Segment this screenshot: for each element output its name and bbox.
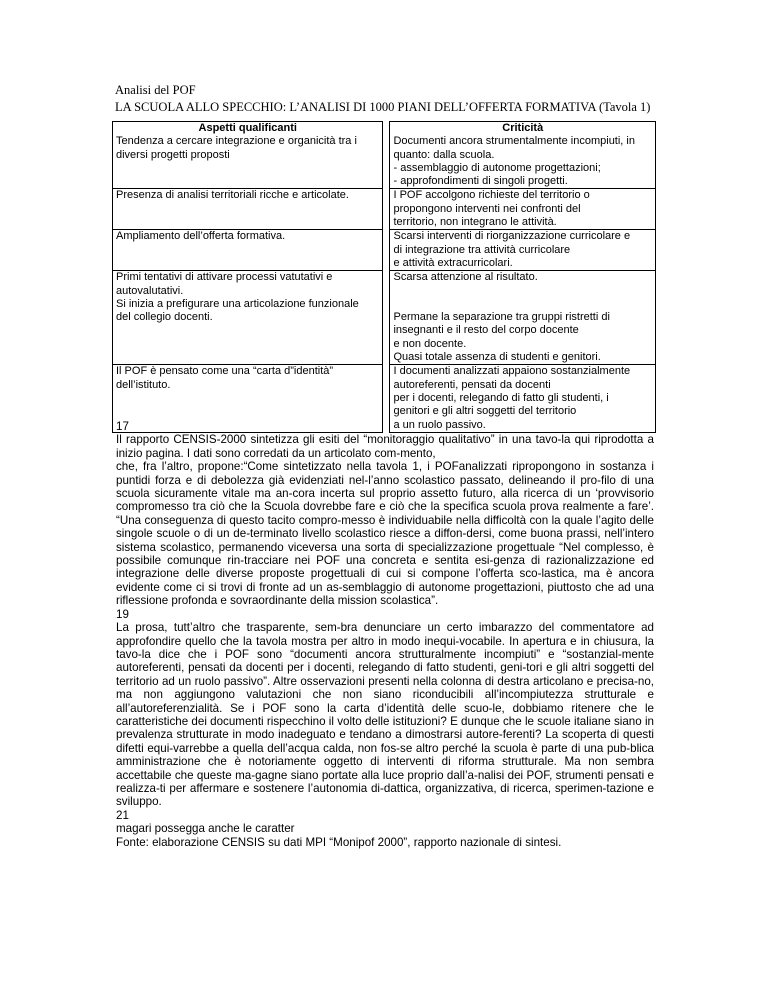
- source-note: Fonte: elaborazione CENSIS su dati MPI “Monipof 2000”, rapporto nazionale di sintesi.: [116, 835, 562, 849]
- page-number-21: 21: [116, 808, 129, 822]
- criticality-cell: Scarsa attenzione al risultato. Permane la separazione tra gruppi ristretti di insegnanti e il resto del corpo docente e non docente. Quasi totale assenza di studenti e genitori.: [389, 270, 656, 364]
- paragraph: che, fra l’altro, propone:“Come sintetizzato nella tavola 1, i POFanalizzati ripropongono in sostanza i puntidi forza e di debolezza già evidenziati nel-l’anno scolastico passato, delineando il pro-filo di una scuola sicuramente vitale ma an-cora incerta sul proprio assetto futuro, alla ricerca di un ‘provvisorio compromesso tra ciò che la Scuola dovrebbe fare e ciò che la specifica scuola prova realmente a fare’. “Una conseguenza di questo tacito compro-messo è individuabile nella difficoltà con la quale l’agito delle singole scuole o di un de-terminato livello scolastico riesce a diffon-dersi, come buona prassi, nell’intero sistema scolastico, permanendo viceversa una sorta di specializzazione progettuale “Nel complesso, è possibile comunque rin-tracciare nei POF una concreta e sentita esi-genza di razionalizzazione ed integrazione delle diverse proposte progettuali di cui si compone l’offerta sco-lastica, ma è ancora evidente come ci si trovi di fronte ad un as-semblaggio di autonome progettazioni, piuttosto che ad una riflessione profonda e sovraordinante della mission scolastica”.: [116, 460, 654, 608]
- strength-cell: Presenza di analisi territoriali ricche e articolate.: [112, 188, 383, 229]
- header-subtitle: Analisi del POF: [115, 83, 196, 97]
- paragraph: magari possegga anche le caratter: [116, 822, 295, 836]
- column-header-strengths: Aspetti qualificanti: [112, 121, 383, 135]
- table-title: LA SCUOLA ALLO SPECCHIO: L’ANALISI DI 1000 PIANI DELL’OFFERTA FORMATIVA (Tavola 1): [115, 100, 651, 114]
- table-row: [112, 135, 656, 188]
- strength-cell: Primi tentativi di attivare processi vatutativi e autovalutativi. Si inizia a prefigurare una articolazione funzionale del collegio docenti.: [112, 270, 383, 364]
- criticality-cell: Scarsi interventi di riorganizzazione curricolare e di integrazione tra attività curricolare e attività extracurricolari.: [389, 229, 656, 270]
- table-header-row: [112, 121, 656, 135]
- table-row: [112, 188, 656, 229]
- strength-cell: Tendenza a cercare integrazione e organicità tra i diversi progetti proposti: [112, 135, 383, 188]
- document-header: [115, 82, 675, 115]
- criticality-cell: I POF accolgono richieste del territorio o propongono interventi nei confronti del territorio, non integrano le attività.: [389, 188, 656, 229]
- body-text: [116, 420, 654, 849]
- table-row: [112, 229, 656, 270]
- page-number-17: 17: [116, 420, 129, 433]
- paragraph: La prosa, tutt’altro che trasparente, sem-bra denunciare un certo imbarazzo del commentatore ad approfondire quello che la tavola mostra per altro in modo inequi-vocabile. In apertura e in chiusura, la tavo-la dice che i POF sono “documenti ancora strutturalmente incompiuti” e “sostanzial-mente autoreferenti, pensati da docenti per i docenti, relegando di fatto studenti, geni-tori e gli altri soggetti del territorio ad un ruolo passivo”. Altre osservazioni presenti nella colonna di destra articolano e precisa-no, ma non aggiungono valutazioni che non siano riconducibili all’incompiutezza strutturale e all’autoreferenzialità. Se i POF sono la carta d’identità delle scuo-le, dobbiamo ritenere che le caratteristiche dei documenti rispecchino il volto delle istituzioni? E dunque che le scuole italiane siano in prevalenza strutturate in modo inadeguato e tendano a dimostrarsi autore-ferenti? La scoperta di questi difetti equi-varrebbe a quella dell’acqua calda, non fos-se altro perché la scuola è parte di una pub-blica amministrazione che è notoriamente oggetto di interventi di riforma strutturale. Ma non sembra accettabile che queste ma-gagne siano portate alla luce proprio dall’a-nalisi dei POF, strumenti pensati e realizza-ti per affermare e sostenere l’autonomia di-dattica, organizzativa, di ricerca, sperimen-tazione e sviluppo.: [116, 621, 654, 809]
- page-number-19: 19: [116, 607, 129, 621]
- criticality-cell: I documenti analizzati appaiono sostanzialmente autoreferenti, pensati da docenti per i docenti, relegando di fatto gli studenti, i genitori e gli altri soggetti del territorio a un ruolo passivo.: [389, 364, 656, 433]
- criticality-cell: Documenti ancora strumentalmente incompiuti, in quanto: dalla scuola. - assemblaggio di autonome progettazioni; - approfondimenti di singoli progetti.: [389, 135, 656, 188]
- analysis-table: [112, 121, 656, 433]
- table-row: [112, 270, 656, 364]
- paragraph: Il rapporto CENSIS-2000 sintetizza gli esiti del “monitoraggio qualitativo” in una tavo-la qui riprodotta a inizio pagina. I dati sono corredati da un articolato com-mento,: [116, 433, 654, 460]
- column-header-criticalities: Criticità: [389, 121, 656, 135]
- strength-cell: Ampliamento dell’offerta formativa.: [112, 229, 383, 270]
- strength-cell: Il POF è pensato come una “carta d”identità” dell’istituto.: [112, 364, 383, 433]
